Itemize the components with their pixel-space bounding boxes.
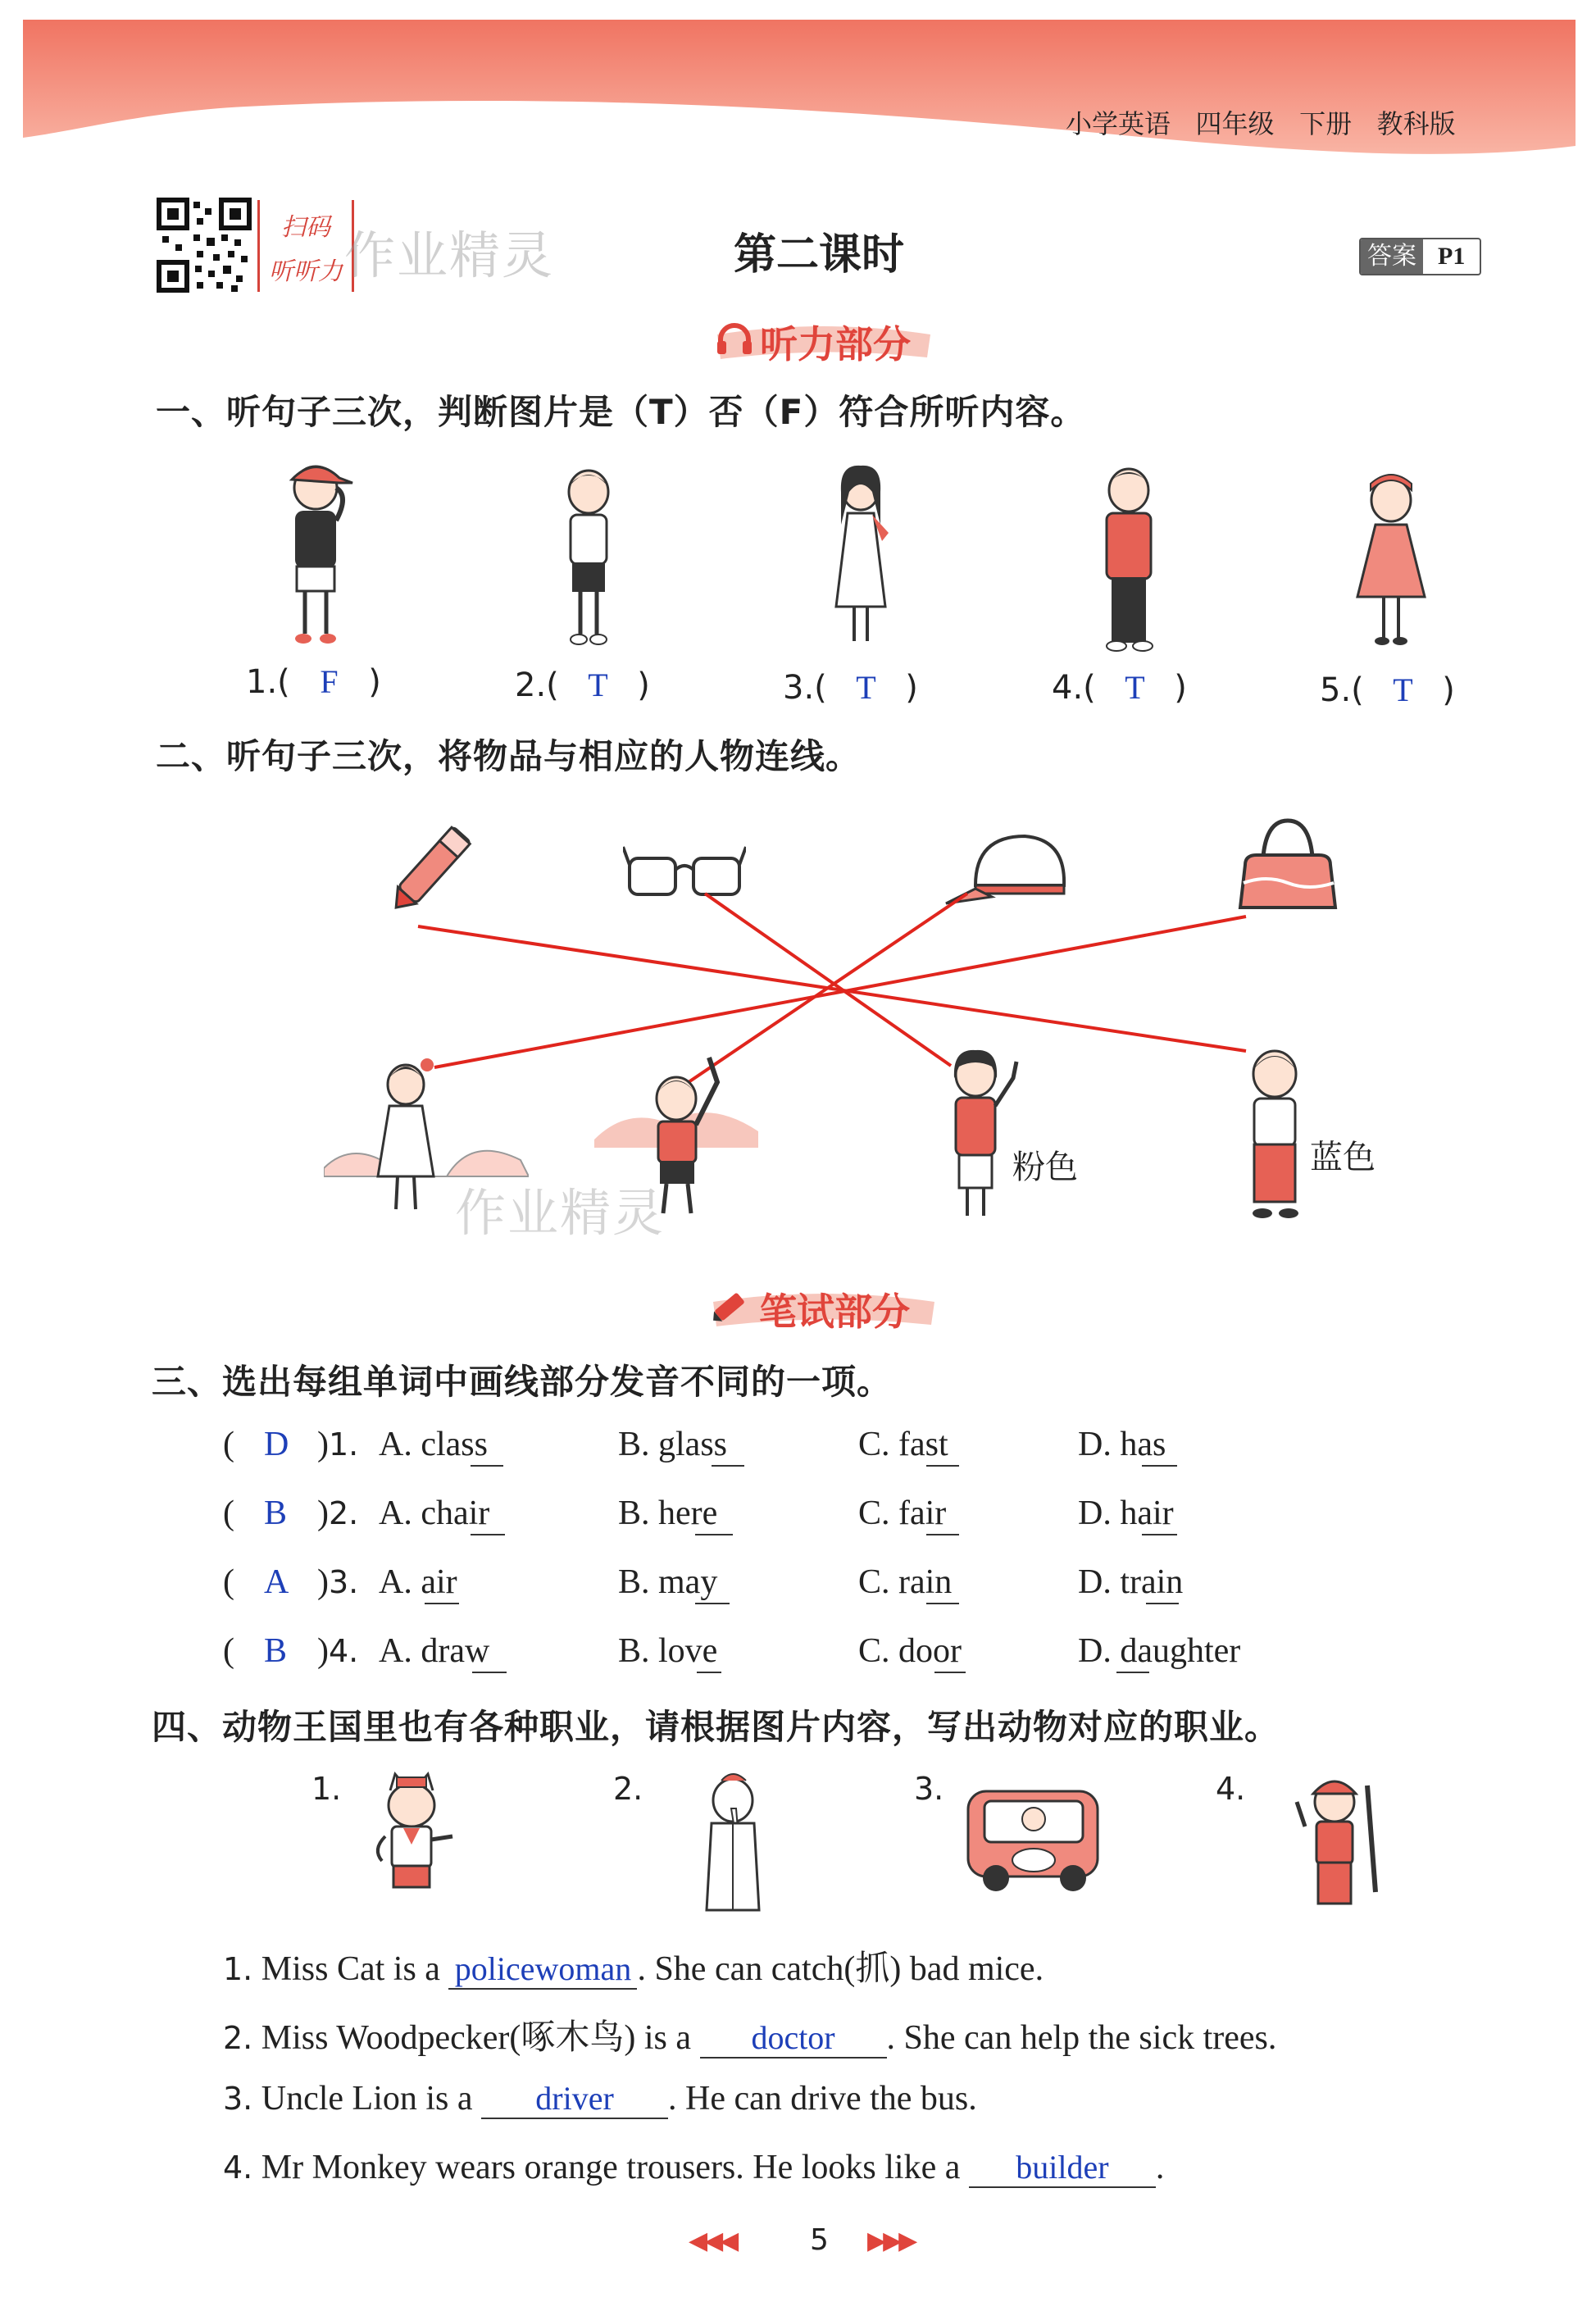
q3-option-d: D. train [1078, 1563, 1184, 1601]
q3-option-c: C. fast [858, 1426, 948, 1463]
cat-policewoman-figure [361, 1771, 467, 1902]
q3-option-a: A. draw [379, 1632, 490, 1670]
q3-option-a: A. chair [379, 1494, 490, 1532]
answer-tag-label: 答案 [1361, 239, 1423, 274]
q3-num: 4. [329, 1633, 359, 1669]
next-arrows-icon: ▶▶▶ [867, 2227, 915, 2255]
q1-item-2: 2.( T ) [515, 666, 650, 704]
q4-text-after: . She can help the sick trees. [886, 2019, 1277, 2057]
q4-text-before: Miss Cat is a [261, 1950, 440, 1988]
qr-label-scan: 扫码 [281, 213, 330, 242]
answer-tag-page: P1 [1438, 243, 1466, 270]
q1-item-5: 5.( T ) [1320, 671, 1455, 709]
q4-answer-blank[interactable]: doctor [700, 2018, 887, 2059]
q4-text-before: Uncle Lion is a [261, 2080, 473, 2118]
q3-option-c: C. fair [858, 1494, 947, 1532]
lesson-title: 第二课时 [734, 230, 905, 280]
q4-text-after: . He can drive the bus. [668, 2080, 977, 2118]
q3-option-d: D. daughter [1078, 1632, 1241, 1670]
q1-answer[interactable]: T [1125, 669, 1145, 706]
label-pink: 粉色 [1012, 1149, 1078, 1186]
q3-option-b: B. love [618, 1632, 718, 1670]
q4-num: 3. [223, 2081, 253, 2117]
monkey-builder-figure [1285, 1769, 1392, 1913]
label-blue: 蓝色 [1310, 1139, 1375, 1176]
q4-num: 1. [223, 1951, 253, 1987]
q1-answer[interactable]: T [856, 669, 876, 706]
q4-sentence-4 [223, 2148, 1164, 2188]
q4-text-before: Miss Woodpecker(啄木鸟) is a [261, 2019, 692, 2057]
q1-item-num: 3. [783, 669, 815, 707]
bus-driver-figure [963, 1775, 1103, 1898]
q4-title: 四、动物王国里也有各种职业，请根据图片内容，写出动物对应的职业。 [152, 1707, 1280, 1747]
q3-row-2: ( B )2. A. chair B. here C. fair D. hair [223, 1494, 1174, 1532]
writing-banner-title: 笔试部分 [759, 1290, 910, 1334]
q1-item-4: 4.( T ) [1052, 669, 1187, 707]
footer [689, 2223, 951, 2264]
q4-sentence-1 [223, 1941, 1044, 1990]
q3-answer[interactable]: A [264, 1563, 289, 1601]
q4-answer-blank[interactable]: policewoman [448, 1949, 637, 1990]
header-edition: 教科版 [1376, 108, 1456, 139]
q4-num: 4. [223, 2150, 253, 2186]
q1-item-num: 4. [1052, 669, 1084, 707]
q4-pic-num-2: 2. [613, 1771, 643, 1807]
q3-row-4: ( B )4. A. draw B. love C. door D. daughter [223, 1632, 1241, 1670]
watermark-top: 作业精灵 [344, 225, 555, 285]
q1-item-num: 5. [1320, 671, 1352, 709]
q4-num: 2. [223, 2020, 253, 2056]
q4-sentence-3 [223, 2079, 977, 2119]
q1-title: 一、听句子三次，判断图片是（T）否（F）符合所听内容。 [156, 392, 1086, 432]
q1-item-num: 2. [515, 666, 547, 704]
q4-text-before: Mr Monkey wears orange trousers. He looks like a [261, 2149, 961, 2186]
q1-answer[interactable]: F [320, 663, 339, 700]
q4-answer-blank[interactable]: driver [481, 2079, 668, 2119]
q3-row-3: ( A )3. A. air B. may C. rain D. train [223, 1563, 1184, 1601]
header-volume: 下册 [1299, 108, 1353, 139]
q4-pic-num-3: 3. [914, 1771, 944, 1807]
q3-num: 3. [329, 1564, 359, 1600]
q3-option-a: A. air [379, 1563, 457, 1601]
q3-answer[interactable]: D [264, 1426, 289, 1463]
q3-answer[interactable]: B [264, 1632, 288, 1670]
q1-item-num: 1. [246, 663, 278, 701]
q1-answer[interactable]: T [1393, 671, 1413, 708]
q3-num: 1. [329, 1426, 359, 1463]
q3-title: 三、选出每组单词中画线部分发音不同的一项。 [152, 1362, 893, 1402]
q4-text-after: . She can catch(抓) bad mice. [637, 1950, 1044, 1988]
q1-item-1: 1.( F ) [246, 663, 381, 701]
q3-option-c: C. door [858, 1632, 962, 1670]
q3-num: 2. [329, 1495, 359, 1531]
page-number: 5 [810, 2223, 829, 2257]
q3-option-c: C. rain [858, 1563, 953, 1601]
q4-sentence-2 [223, 2010, 1276, 2059]
listening-banner-title: 听力部分 [760, 322, 911, 366]
q4-pic-num-1: 1. [311, 1771, 342, 1807]
qr-label-listen: 听听力 [269, 257, 343, 286]
q4-text-after: . [1155, 2149, 1165, 2186]
q3-option-d: D. hair [1078, 1494, 1174, 1532]
woodpecker-doctor-figure [689, 1771, 779, 1914]
q4-pic-num-4: 4. [1216, 1771, 1246, 1807]
q3-option-b: B. may [618, 1563, 718, 1601]
q2-title: 二、听句子三次，将物品与相应的人物连线。 [156, 736, 862, 776]
q1-answer[interactable]: T [588, 666, 608, 703]
prev-arrows-icon: ◀◀◀ [689, 2227, 736, 2255]
q3-row-1: ( D )1. A. class B. glass C. fast D. has [223, 1426, 1166, 1463]
q3-option-b: B. glass [618, 1426, 728, 1463]
header-subject: 小学英语 [1066, 108, 1171, 139]
q3-option-d: D. has [1078, 1426, 1166, 1463]
q4-answer-blank[interactable]: builder [969, 2148, 1156, 2188]
q3-option-b: B. here [618, 1494, 718, 1532]
header-grade: 四年级 [1195, 108, 1275, 139]
q3-option-a: A. class [379, 1426, 488, 1463]
watermark-mid: 作业精灵 [455, 1183, 666, 1243]
q3-answer[interactable]: B [264, 1494, 288, 1532]
q1-item-3: 3.( T ) [783, 669, 918, 707]
